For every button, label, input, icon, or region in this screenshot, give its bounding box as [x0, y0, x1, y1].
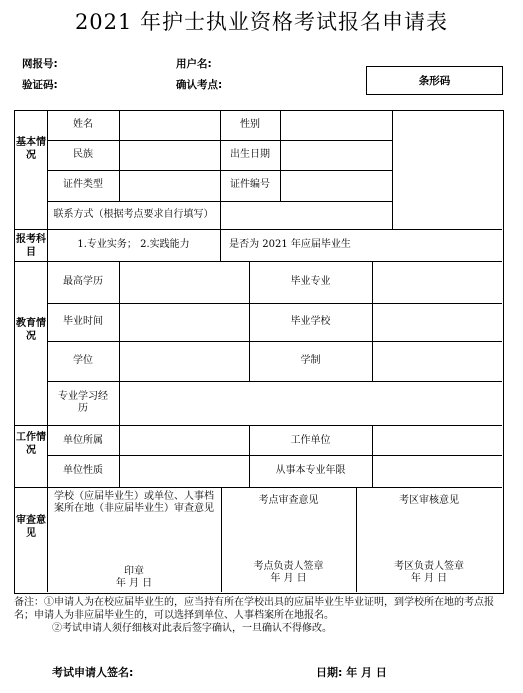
- review-col3-date: 年 月 日: [410, 573, 448, 584]
- name-label: 姓名: [73, 119, 93, 130]
- degree-label: 学位: [73, 355, 93, 366]
- highest-degree-label: 最高学历: [63, 276, 103, 287]
- internship-label: 专业学习经历: [58, 391, 108, 414]
- grad-school-label: 毕业学校: [290, 316, 331, 327]
- gender-label: 性别: [240, 119, 260, 130]
- review-section-label: 审查意见: [16, 515, 46, 539]
- unit-label: 单位所属: [63, 435, 103, 446]
- years-label: 从事本专业年限: [275, 465, 346, 476]
- unit-nature-label: 单位性质: [63, 465, 103, 476]
- application-table: [14, 110, 504, 594]
- review-col3-sign: 考区负责人签章: [394, 561, 464, 572]
- education-section-label: 教育情况: [16, 318, 46, 342]
- ethnicity-label: 民族: [73, 149, 93, 160]
- username-label: 用户名:: [176, 58, 212, 70]
- verify-code-label: 验证码:: [22, 79, 58, 91]
- form-title: 2021 年护士执业资格考试报名申请表: [74, 10, 449, 34]
- review-col1-date: 年 月 日: [115, 578, 153, 589]
- birth-date-label: 出生日期: [230, 149, 270, 160]
- id-type-label: 证件类型: [63, 179, 103, 190]
- applicant-signature-label: 考试申请人签名:: [52, 666, 134, 679]
- review-col1-title: 学校（应届毕业生）或单位、人事档案所在地（非应届毕业生）审查意见: [54, 491, 214, 514]
- review-col2-title: 考点审查意见: [258, 495, 319, 506]
- review-col1-stamp: 印章: [124, 566, 144, 577]
- major-label: 毕业专业: [290, 276, 331, 287]
- barcode-label: 条形码: [418, 75, 451, 87]
- notes: [14, 596, 508, 635]
- barcode-box: [366, 66, 503, 95]
- footer-date-label: 日期: 年 月 日: [316, 666, 387, 679]
- work-section-label: 工作情况: [16, 432, 46, 456]
- id-number-label: 证件编号: [230, 179, 270, 190]
- review-col2-sign: 考点负责人签章: [253, 561, 324, 572]
- contact-label: 联系方式（根据考点要求自行填写）: [53, 209, 214, 220]
- subject-list: 1.专业实务； 2.实践能力: [77, 239, 190, 250]
- employer-label: 工作单位: [290, 435, 331, 446]
- note-line-1: 备注：①申请人为在校应届毕业生的，应当持有所在学校出具的应届毕业生毕业证明，到学校所在地的考点报名；申请人为非应届毕业生的，可以选择到单位、人事档案所在地报名。: [14, 597, 494, 621]
- graduate-2021-label: 是否为 2021 年应届毕业生: [229, 239, 351, 250]
- grad-time-label: 毕业时间: [63, 316, 103, 327]
- basic-section-label: 基本情况: [16, 137, 46, 161]
- review-col3-title: 考区审核意见: [399, 495, 459, 506]
- reg-no-label: 网报号:: [22, 58, 58, 70]
- subjects-section-label: 报考科目: [16, 234, 46, 258]
- review-col2-date: 年 月 日: [270, 573, 307, 584]
- note-line-2: ②考试申请人须仔细核对此表后签字确认，一旦确认不得修改。: [52, 623, 332, 634]
- exam-site-label: 确认考点:: [176, 79, 223, 91]
- duration-label: 学制: [300, 355, 321, 366]
